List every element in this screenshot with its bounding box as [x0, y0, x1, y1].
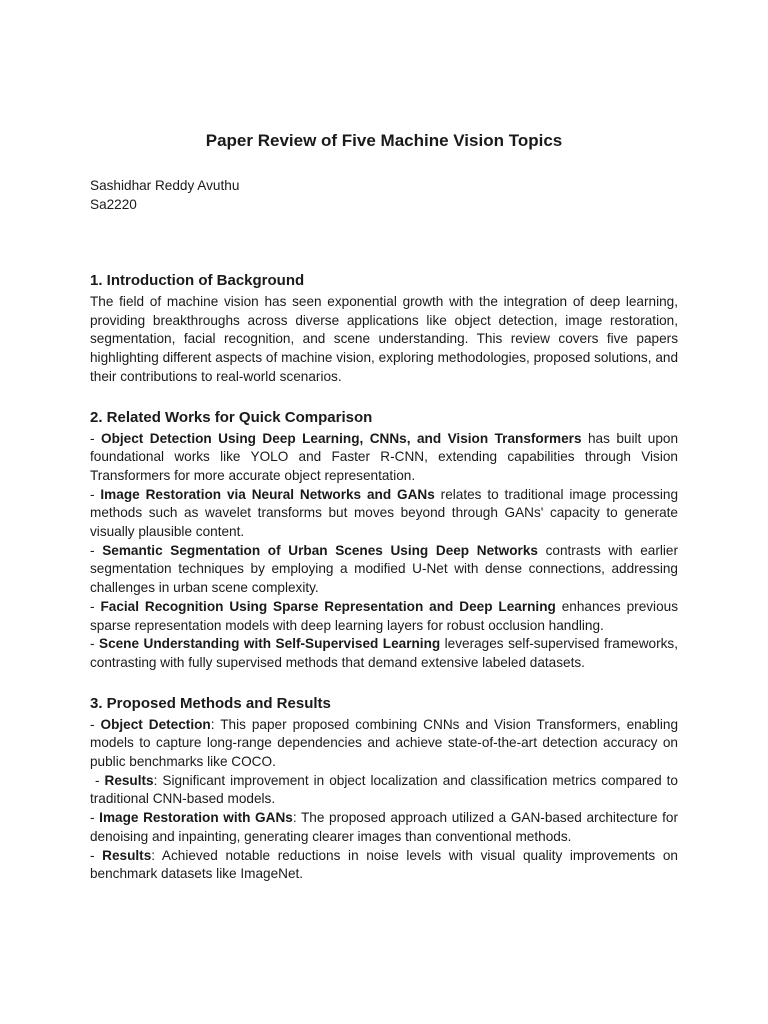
list-item: - Results: Achieved notable reductions in noise levels with visual quality improvements on benchmark datasets like ImageNet.: [90, 847, 678, 882]
item-title: Semantic Segmentation of Urban Scenes Using Deep Networks: [102, 542, 538, 558]
list-item: - Semantic Segmentation of Urban Scenes Using Deep Networks contrasts with earlier segmentation techniques by employing a modified U-Net with dense connections, addressing challenges in urban scene complexity.: [90, 542, 678, 596]
item-title: Object Detection: [100, 716, 211, 732]
section-heading: 3. Proposed Methods and Results: [90, 694, 331, 712]
list-item: - Object Detection: This paper proposed combining CNNs and Vision Transformers, enabling models to capture long-range dependencies and achieve state-of-the-art detection accuracy on public benchmarks like COCO.: [90, 716, 679, 770]
item-title: Results: [102, 847, 152, 863]
author-id: Sa2220: [90, 197, 137, 212]
item-title: Object Detection Using Deep Learning, CNNs, and Vision Transformers: [101, 430, 582, 446]
list-item: - Facial Recognition Using Sparse Representation and Deep Learning enhances previous sparse representation models with deep learning layers for robust occlusion handling.: [90, 598, 678, 633]
paragraph: The field of machine vision has seen exponential growth with the integration of deep learning, providing breakthroughs across diverse applications like object detection, image restoration, segmentation, facial recognition, and scene understanding. This review covers five papers highlighting different aspects of machine vision, exploring methodologies, proposed solutions, and their contributions to real-world scenarios.: [90, 294, 678, 384]
section-heading: 1. Introduction of Background: [90, 272, 305, 289]
item-title: Image Restoration via Neural Networks and GANs: [100, 486, 435, 502]
author-block: [90, 176, 239, 214]
document-body: [90, 269, 678, 884]
list-item: - Image Restoration via Neural Networks and GANs relates to traditional image processing methods such as wavelet transforms but moves beyond through GANs' capacity to generate visually plausible content.: [90, 486, 678, 540]
item-title: Results: [104, 772, 154, 788]
item-title: Scene Understanding with Self-Supervised Learning: [99, 636, 441, 652]
page-title: Paper Review of Five Machine Vision Topics: [205, 131, 563, 150]
list-item: - Scene Understanding with Self-Supervised Learning leverages self-supervised frameworks, contrasting with fully supervised methods that demand extensive labeled datasets.: [90, 636, 678, 670]
section-proposed-methods: [90, 692, 678, 884]
author-name: Sashidhar Reddy Avuthu: [90, 178, 240, 193]
section-related-works: [90, 406, 678, 673]
list-item: - Results: Significant improvement in object localization and classification metrics compared to traditional CNN-based models.: [90, 772, 678, 807]
section-introduction: [90, 269, 678, 387]
list-item: - Image Restoration with GANs: The proposed approach utilized a GAN-based architecture for denoising and inpainting, generating clearer images than conventional methods.: [90, 810, 678, 844]
item-title: Image Restoration with GANs: [99, 810, 293, 826]
list-item: - Object Detection Using Deep Learning, CNNs, and Vision Transformers has built upon foundational works like YOLO and Faster R-CNN, extending capabilities through Vision Transformers for more accurate object representation.: [90, 430, 679, 483]
item-title: Facial Recognition Using Sparse Representation and Deep Learning: [100, 598, 556, 614]
section-heading: 2. Related Works for Quick Comparison: [90, 408, 373, 426]
